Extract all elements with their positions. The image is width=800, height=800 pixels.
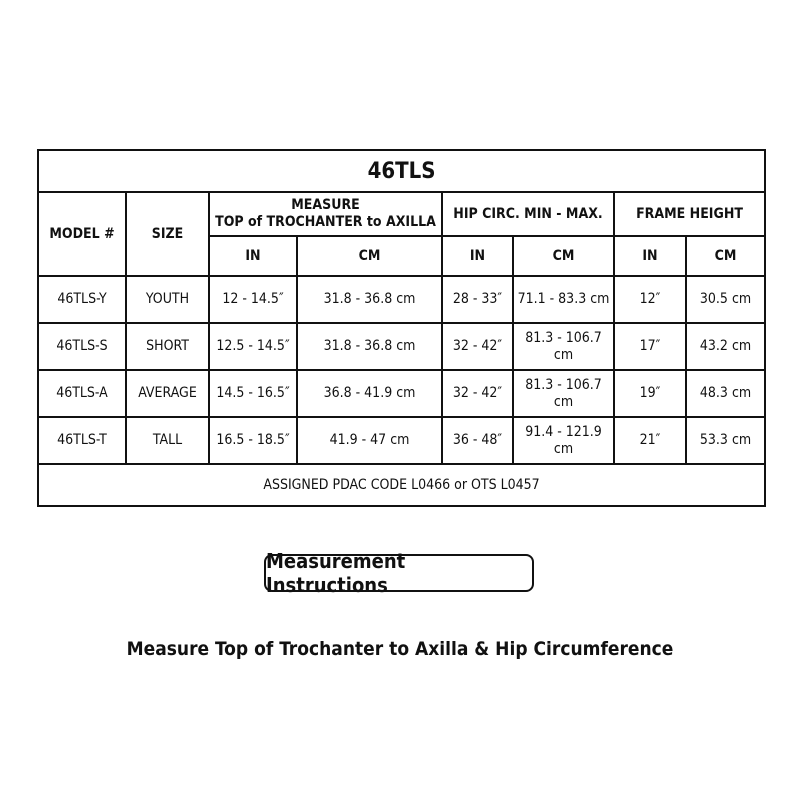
cell-frame-in: 19″ <box>614 370 686 417</box>
cell-hip-in: 32 - 42″ <box>442 323 513 370</box>
header-hip-circ: HIP CIRC. MIN - MAX. <box>442 192 614 236</box>
table-row <box>38 276 765 323</box>
header-hip-cm: CM <box>513 236 614 276</box>
cell-measure-cm: 36.8 - 41.9 cm <box>297 370 442 417</box>
cell-measure-in: 16.5 - 18.5″ <box>209 417 297 464</box>
cell-size: SHORT <box>126 323 209 370</box>
header-frame-cm: CM <box>686 236 765 276</box>
header-frame-in: IN <box>614 236 686 276</box>
cell-frame-in: 21″ <box>614 417 686 464</box>
header-measure: MEASURE TOP of TROCHANTER to AXILLA <box>209 192 442 236</box>
cell-measure-in: 12.5 - 14.5″ <box>209 323 297 370</box>
measurement-instructions-text: Measure Top of Trochanter to Axilla & Hip Circumference <box>126 638 674 660</box>
table-row <box>38 323 765 370</box>
cell-size: YOUTH <box>126 276 209 323</box>
cell-hip-in: 28 - 33″ <box>442 276 513 323</box>
cell-size: TALL <box>126 417 209 464</box>
cell-hip-cm: 71.1 - 83.3 cm <box>513 276 614 323</box>
cell-measure-cm: 31.8 - 36.8 cm <box>297 323 442 370</box>
cell-measure-in: 14.5 - 16.5″ <box>209 370 297 417</box>
cell-frame-cm: 43.2 cm <box>686 323 765 370</box>
header-frame-height: FRAME HEIGHT <box>614 192 765 236</box>
cell-size: AVERAGE <box>126 370 209 417</box>
cell-model: 46TLS-T <box>38 417 126 464</box>
sizing-table <box>37 149 766 507</box>
table-title: 46TLS <box>38 150 765 192</box>
cell-model: 46TLS-A <box>38 370 126 417</box>
cell-hip-cm: 81.3 - 106.7 cm <box>513 323 614 370</box>
cell-measure-cm: 31.8 - 36.8 cm <box>297 276 442 323</box>
cell-model: 46TLS-Y <box>38 276 126 323</box>
cell-frame-cm: 30.5 cm <box>686 276 765 323</box>
pdac-code-note: ASSIGNED PDAC CODE L0466 or OTS L0457 <box>38 464 765 506</box>
header-measure-cm: CM <box>297 236 442 276</box>
cell-frame-cm: 53.3 cm <box>686 417 765 464</box>
cell-hip-cm: 81.3 - 106.7 cm <box>513 370 614 417</box>
measurement-instructions-heading: Measurement Instructions <box>264 554 534 592</box>
header-model: MODEL # <box>38 192 126 276</box>
table-row <box>38 417 765 464</box>
table-row <box>38 370 765 417</box>
cell-hip-in: 36 - 48″ <box>442 417 513 464</box>
header-size: SIZE <box>126 192 209 276</box>
cell-hip-cm: 91.4 - 121.9 cm <box>513 417 614 464</box>
cell-frame-in: 12″ <box>614 276 686 323</box>
header-measure-in: IN <box>209 236 297 276</box>
cell-measure-in: 12 - 14.5″ <box>209 276 297 323</box>
cell-model: 46TLS-S <box>38 323 126 370</box>
cell-frame-in: 17″ <box>614 323 686 370</box>
cell-frame-cm: 48.3 cm <box>686 370 765 417</box>
cell-hip-in: 32 - 42″ <box>442 370 513 417</box>
header-hip-in: IN <box>442 236 513 276</box>
cell-measure-cm: 41.9 - 47 cm <box>297 417 442 464</box>
